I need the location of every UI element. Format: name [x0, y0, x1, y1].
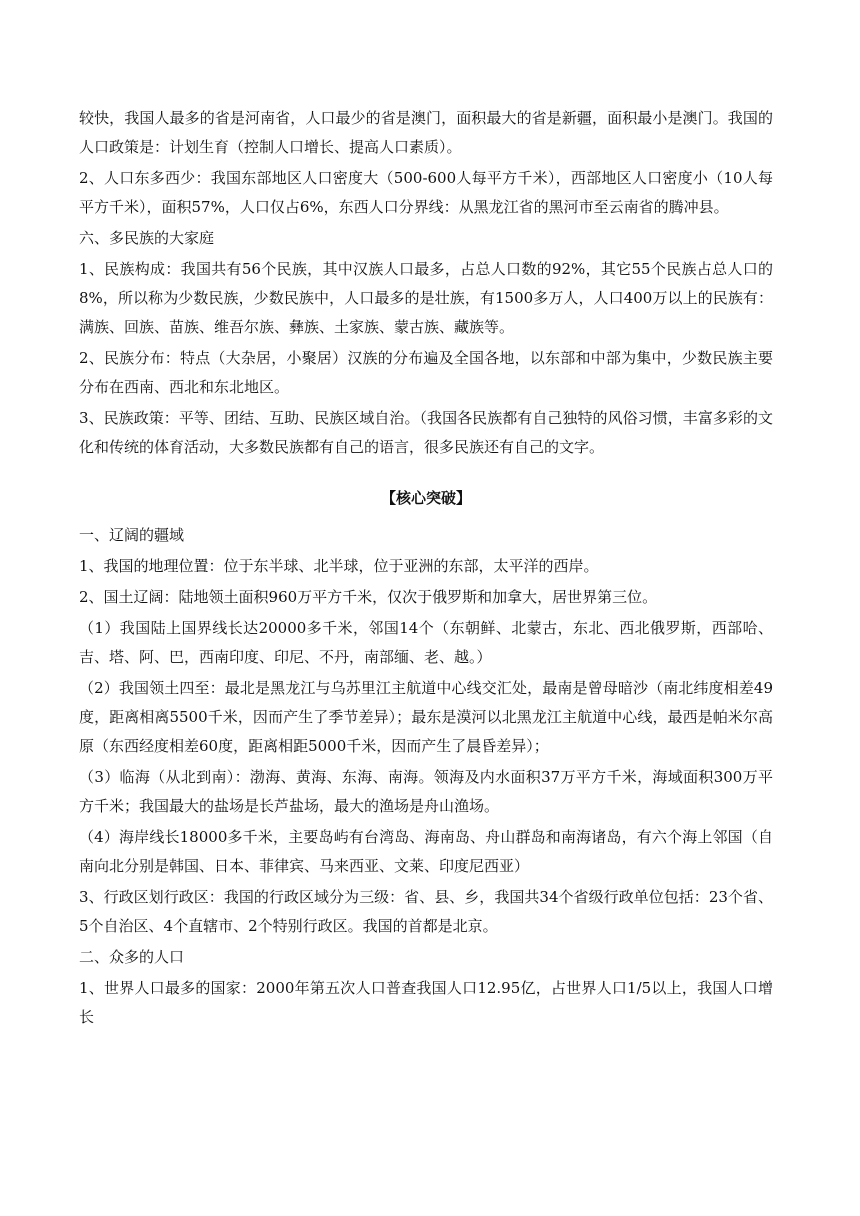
- section-title-territory: 一、辽阔的疆域: [79, 526, 185, 544]
- paragraph-population-distribution: 2、人口东多西少：我国东部地区人口密度大（500-600人每平方千米），西部地区人口密度小（10人每平方千米），面积57%，人口仅占6%，东西人口分界线：从黑龙江省的黑河市至云南省的腾冲县。: [79, 169, 773, 216]
- paragraph-administrative-divisions: 3、行政区划行政区：我国的行政区域分为三级：省、县、乡，我国共34个省级行政单位包括：23个省、5个自治区、4个直辖市、2个特别行政区。我国的首都是北京。: [79, 888, 773, 935]
- document-page: [79, 104, 773, 1034]
- paragraph-ethnic-distribution: 2、民族分布：特点（大杂居，小聚居）汉族的分布遍及全国各地，以东部和中部为集中，少数民族主要分布在西南、西北和东北地区。: [79, 349, 773, 396]
- paragraph-vast-territory: 2、国土辽阔：陆地领土面积960万平方千米，仅次于俄罗斯和加拿大，居世界第三位。: [79, 588, 658, 606]
- paragraph-land-borders: （1）我国陆上国界线长达20000多千米，邻国14个（东朝鲜、北蒙古，东北、西北俄罗斯，西部哈、吉、塔、阿、巴，西南印度、印尼、不丹，南部缅、老、越。）: [79, 619, 773, 666]
- paragraph-seas: （3）临海（从北到南）：渤海、黄海、东海、南海。领海及内水面积37万平方千米，海域面积300万平方千米；我国最大的盐场是长芦盐场，最大的渔场是舟山渔场。: [79, 768, 773, 815]
- paragraph-ethnic-policy: 3、民族政策：平等、团结、互助、民族区域自治。（我国各民族都有自己独特的风俗习惯，丰富多彩的文化和传统的体育活动，大多数民族都有自己的语言，很多民族还有自己的文字。: [79, 409, 773, 456]
- paragraph-ethnic-composition: 1、民族构成：我国共有56个民族，其中汉族人口最多，占总人口数的92%，其它55个民族占总人口的8%，所以称为少数民族，少数民族中，人口最多的是壮族，有1500多万人，人口400万以上的民族有：满族、回族、苗族、维吾尔族、彝族、土家族、蒙古族、藏族等。: [79, 260, 773, 336]
- core-breakthrough-heading: 【核心突破】: [380, 489, 471, 507]
- section-title-ethnic-family: 六、多民族的大家庭: [79, 229, 215, 247]
- paragraph-coastline: （4）海岸线长18000多千米，主要岛屿有台湾岛、海南岛、舟山群岛和南海诸岛，有六个海上邻国（自南向北分别是韩国、日本、菲律宾、马来西亚、文莱、印度尼西亚）: [79, 828, 773, 875]
- paragraph-most-populous: 1、世界人口最多的国家：2000年第五次人口普查我国人口12.95亿，占世界人口1/5以上，我国人口增长: [79, 979, 773, 1026]
- section-title-population: 二、众多的人口: [79, 948, 185, 966]
- paragraph-territorial-extremes: （2）我国领土四至：最北是黑龙江与乌苏里江主航道中心线交汇处，最南是曾母暗沙（南北纬度相差49度，距离相离5500千米，因而产生了季节差异）；最东是漠河以北黑龙江主航道中心线，最西是帕米尔高原（东西经度相差60度，距离相距5000千米，因而产生了晨昏差异）；: [79, 679, 773, 755]
- paragraph-geographic-location: 1、我国的地理位置：位于东半球、北半球，位于亚洲的东部，太平洋的西岸。: [79, 557, 599, 575]
- paragraph-population-policy: 较快，我国人最多的省是河南省，人口最少的省是澳门，面积最大的省是新疆，面积最小是澳门。我国的人口政策是：计划生育（控制人口增长、提高人口素质）。: [79, 109, 773, 156]
